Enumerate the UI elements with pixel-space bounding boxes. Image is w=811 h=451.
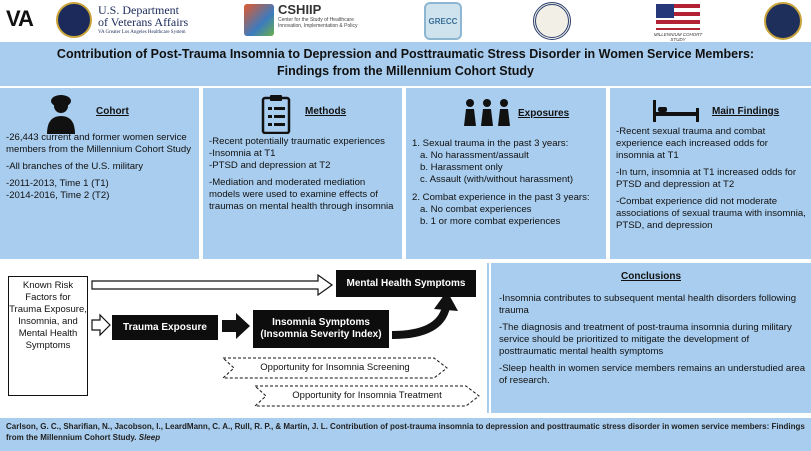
navy-seal-icon [764, 2, 802, 40]
arrow-to-trauma [92, 315, 110, 335]
insomnia-symptoms-box: Insomnia Symptoms (Insomnia Severity Index) [253, 310, 389, 348]
millennium-cohort-logo: MILLENNIUM COHORT STUDY [648, 2, 708, 40]
exposures-panel [406, 88, 606, 259]
logo-row [0, 0, 811, 42]
va-seal-icon [56, 2, 92, 38]
conclusions-heading: Conclusions [621, 271, 682, 282]
trauma-exposure-box: Trauma Exposure [112, 315, 218, 340]
exposures-heading: Exposures [518, 108, 570, 119]
methods-item: -Recent potentially traumatic experiences [209, 136, 385, 147]
arrow-insomnia-to-mental-health [392, 307, 446, 335]
university-seal-icon [533, 2, 571, 40]
risk-factors-box: Known Risk Factors for Trauma Exposure, Insomnia, and Mental Health Symptoms [8, 276, 88, 396]
cohort-heading: Cohort [96, 106, 129, 117]
poster-title: Contribution of Post-Trauma Insomnia to Depression and Posttraumatic Stress Disorder in Women Service Members: Findings from the Millennium Cohort Study [56, 47, 755, 78]
findings-panel [610, 88, 811, 259]
methods-item: -PTSD and depression at T2 [209, 160, 331, 171]
exposure-option: a. No combat experiences [420, 204, 532, 215]
mental-health-symptoms-box: Mental Health Symptoms [336, 270, 476, 297]
cohort-panel [0, 88, 199, 259]
person-icon [44, 94, 78, 134]
va-logo: VA [6, 6, 33, 31]
methods-heading: Methods [305, 106, 347, 117]
exposure-option: b. Harassment only [420, 162, 503, 173]
women-group-icon [462, 98, 512, 126]
arrow-trauma-to-insomnia [222, 313, 250, 339]
opportunity-screening: Opportunity for Insomnia Screening [222, 357, 448, 379]
cohort-item: -26,443 current and former women service members from the Millennium Cohort Study [6, 132, 192, 155]
bed-icon [652, 98, 700, 124]
clipboard-icon [261, 94, 291, 134]
citation: Carlson, G. C., Sharifian, N., Jacobson, I., LeardMann, C. A., Rull, R. P., & Martin, J. L. Contribution of post-trauma insomnia to depression and posttraumatic stress disorder in women service members: Findings from the Millennium Cohort Study. Sleep [0, 418, 811, 451]
header [0, 0, 811, 86]
exposure-option: c. Assault (with/without harassment) [420, 174, 574, 185]
cshiip-mark-icon [244, 4, 274, 36]
exposure-question: 1. Sexual trauma in the past 3 years: [412, 138, 569, 149]
exposure-option: b. 1 or more combat experiences [420, 216, 561, 227]
conclusions-item: -Insomnia contributes to subsequent mental health disorders following trauma [499, 293, 797, 316]
cohort-item: -2014-2016, Time 2 (T2) [6, 190, 110, 201]
grecc-logo: GRECC [424, 2, 466, 40]
methods-item: -Insomnia at T1 [209, 148, 276, 159]
findings-item: -Recent sexual trauma and combat experience each increased odds for insomnia at T1 [616, 126, 768, 161]
methods-item: -Mediation and moderated mediation models were used to examine effects of traumas on mental health through insomnia [209, 177, 394, 212]
flag-icon [656, 4, 700, 30]
findings-item: -Combat experience did not moderate associations of sexual trauma with insomnia, PTSD, and depression [616, 196, 806, 231]
conclusions-item: -The diagnosis and treatment of post-trauma insomnia during military service should be prioritized to mitigate the development of posttraumatic mental health symptoms [499, 322, 792, 357]
va-department-name: U.S. Department of Veterans Affairs VA Greater Los Angeles Healthcare System [98, 3, 189, 35]
findings-heading: Main Findings [712, 106, 780, 117]
findings-item: -In turn, insomnia at T1 increased odds for PTSD and depression at T2 [616, 167, 797, 190]
opportunity-treatment: Opportunity for Insomnia Treatment [254, 385, 480, 407]
cohort-item: -All branches of the U.S. military [6, 161, 144, 172]
conclusions-item: -Sleep health in women service members remains an understudied area of research. [499, 363, 806, 386]
arrow-to-mental-health [92, 275, 332, 295]
conclusions-panel [491, 263, 811, 413]
exposure-option: a. No harassment/assault [420, 150, 529, 161]
exposure-question: 2. Combat experience in the past 3 years: [412, 192, 590, 203]
methods-panel [203, 88, 402, 259]
cshiip-logo: CSHIIP Center for the Study of Healthcare Innovation, Implementation & Policy [244, 2, 362, 40]
cohort-item: -2011-2013, Time 1 (T1) [6, 178, 109, 189]
